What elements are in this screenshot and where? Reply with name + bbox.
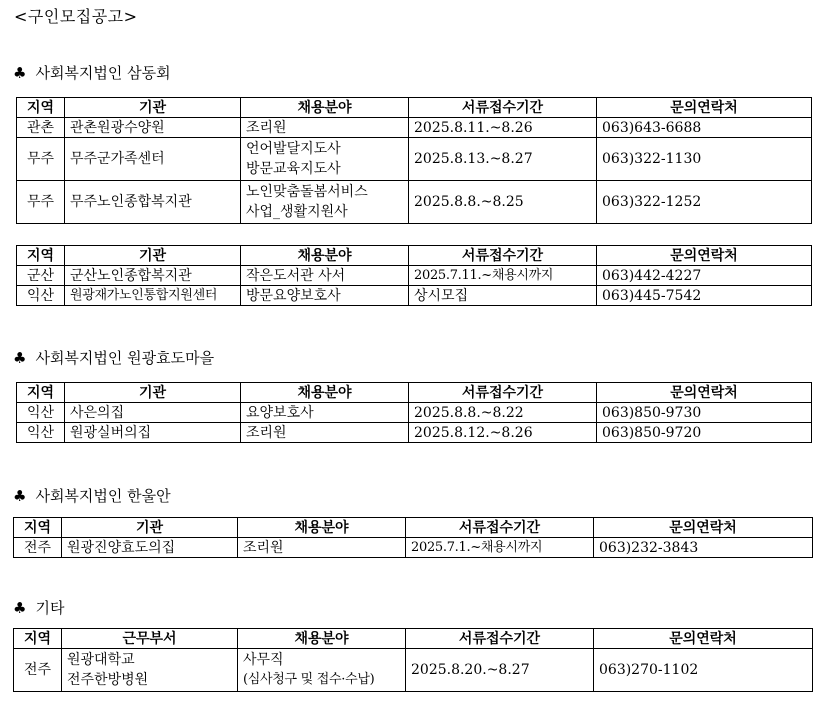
club-icon: ♣ xyxy=(13,598,27,617)
header-region: 지역 xyxy=(17,98,65,118)
table-header-row xyxy=(17,246,812,266)
cell-period: 2025.8.20.~8.27 xyxy=(406,649,594,692)
header-contact: 문의연락처 xyxy=(594,518,813,538)
cell-field: 조리원 xyxy=(241,423,409,443)
cell-org: 사은의집 xyxy=(65,403,241,423)
cell-period: 2025.7.1.~채용시까지 xyxy=(406,538,594,558)
cell-contact: 063)322-1252 xyxy=(597,181,812,224)
cell-org: 원광재가노인통합지원센터 xyxy=(65,286,241,306)
cell-period: 2025.7.11.~채용시까지 xyxy=(409,266,597,286)
header-contact: 문의연락처 xyxy=(594,629,813,649)
cell-period: 2025.8.12.~8.26 xyxy=(409,423,597,443)
section-heading-label: 사회복지법인 원광효도마을 xyxy=(35,349,215,367)
job-table xyxy=(16,382,812,443)
cell-region: 전주 xyxy=(14,538,62,558)
table-header-row xyxy=(17,383,812,403)
table-row xyxy=(17,423,812,443)
cell-field: 방문요양보호사 xyxy=(241,286,409,306)
cell-org: 원광진양효도의집 xyxy=(62,538,238,558)
cell-org: 군산노인종합복지관 xyxy=(65,266,241,286)
job-table xyxy=(16,245,812,306)
section-heading-wongwang xyxy=(13,347,214,368)
table-row xyxy=(14,649,813,692)
cell-field-line: 언어발달지도사 xyxy=(246,141,341,157)
cell-field: 작은도서관 사서 xyxy=(241,266,409,286)
cell-field: 요양보호사 xyxy=(241,403,409,423)
table-header-row xyxy=(14,518,813,538)
table-row xyxy=(17,118,812,138)
section-heading-label: 기타 xyxy=(35,599,65,617)
header-field: 채용분야 xyxy=(241,246,409,266)
club-icon: ♣ xyxy=(13,348,27,367)
section-heading-other xyxy=(13,597,64,618)
page-title: <구인모집공고> xyxy=(14,7,138,26)
table-row xyxy=(17,181,812,224)
cell-org-line: 원광대학교 xyxy=(67,652,135,668)
header-region: 지역 xyxy=(17,246,65,266)
header-contact: 문의연락처 xyxy=(597,246,812,266)
section-heading-hanulan xyxy=(13,485,171,506)
section-heading-label: 사회복지법인 한울안 xyxy=(35,487,171,505)
cell-region: 무주 xyxy=(17,181,65,224)
job-table xyxy=(16,97,812,224)
header-org: 기관 xyxy=(65,383,241,403)
header-contact: 문의연락처 xyxy=(597,383,812,403)
cell-region: 관촌 xyxy=(17,118,65,138)
header-period: 서류접수기간 xyxy=(406,629,594,649)
table-row xyxy=(17,266,812,286)
cell-period: 2025.8.8.~8.25 xyxy=(409,181,597,224)
cell-region: 무주 xyxy=(17,138,65,181)
job-table xyxy=(13,517,813,558)
cell-field: 조리원 xyxy=(241,118,409,138)
cell-field xyxy=(241,138,409,181)
cell-org: 무주노인종합복지관 xyxy=(65,181,241,224)
table-row xyxy=(17,286,812,306)
header-field: 채용분야 xyxy=(241,98,409,118)
header-field: 채용분야 xyxy=(238,629,406,649)
cell-field-line: 노인맞춤돌봄서비스 xyxy=(246,184,368,200)
header-period: 서류접수기간 xyxy=(409,246,597,266)
table-header-row xyxy=(14,629,813,649)
cell-field-line: 사무직 xyxy=(243,652,284,668)
cell-org xyxy=(62,649,238,692)
job-table xyxy=(13,628,813,692)
cell-field-line: (심사청구 및 접수·수납) xyxy=(243,672,375,687)
cell-contact: 063)442-4227 xyxy=(597,266,812,286)
header-region: 지역 xyxy=(17,383,65,403)
header-org: 기관 xyxy=(62,518,238,538)
cell-period: 상시모집 xyxy=(409,286,597,306)
header-org: 기관 xyxy=(65,246,241,266)
cell-field xyxy=(238,649,406,692)
cell-contact: 063)850-9720 xyxy=(597,423,812,443)
cell-contact: 063)322-1130 xyxy=(597,138,812,181)
section-heading-samdong xyxy=(13,62,171,83)
table-row xyxy=(17,403,812,423)
cell-period: 2025.8.8.~8.22 xyxy=(409,403,597,423)
cell-region: 익산 xyxy=(17,423,65,443)
club-icon: ♣ xyxy=(13,486,27,505)
table-row xyxy=(17,138,812,181)
cell-region: 익산 xyxy=(17,286,65,306)
cell-region: 익산 xyxy=(17,403,65,423)
cell-org-line: 전주한방병원 xyxy=(67,672,149,688)
cell-org: 관촌원광수양원 xyxy=(65,118,241,138)
header-field: 채용분야 xyxy=(241,383,409,403)
cell-contact: 063)850-9730 xyxy=(597,403,812,423)
cell-period: 2025.8.11.~8.26 xyxy=(409,118,597,138)
header-contact: 문의연락처 xyxy=(597,98,812,118)
header-period: 서류접수기간 xyxy=(409,98,597,118)
header-department: 근무부서 xyxy=(62,629,238,649)
cell-org: 무주군가족센터 xyxy=(65,138,241,181)
cell-field-line: 사업_생활지원사 xyxy=(246,204,348,220)
section-heading-label: 사회복지법인 삼동회 xyxy=(35,64,171,82)
cell-region: 전주 xyxy=(14,649,62,692)
club-icon: ♣ xyxy=(13,63,27,82)
cell-org: 원광실버의집 xyxy=(65,423,241,443)
header-period: 서류접수기간 xyxy=(406,518,594,538)
table-row xyxy=(14,538,813,558)
cell-contact: 063)270-1102 xyxy=(594,649,813,692)
header-org: 기관 xyxy=(65,98,241,118)
table-header-row xyxy=(17,98,812,118)
cell-field xyxy=(241,181,409,224)
cell-field: 조리원 xyxy=(238,538,406,558)
header-field: 채용분야 xyxy=(238,518,406,538)
cell-region: 군산 xyxy=(17,266,65,286)
cell-period: 2025.8.13.~8.27 xyxy=(409,138,597,181)
cell-contact: 063)232-3843 xyxy=(594,538,813,558)
header-region: 지역 xyxy=(14,518,62,538)
header-region: 지역 xyxy=(14,629,62,649)
cell-contact: 063)445-7542 xyxy=(597,286,812,306)
cell-field-line: 방문교육지도사 xyxy=(246,161,341,177)
cell-contact: 063)643-6688 xyxy=(597,118,812,138)
header-period: 서류접수기간 xyxy=(409,383,597,403)
